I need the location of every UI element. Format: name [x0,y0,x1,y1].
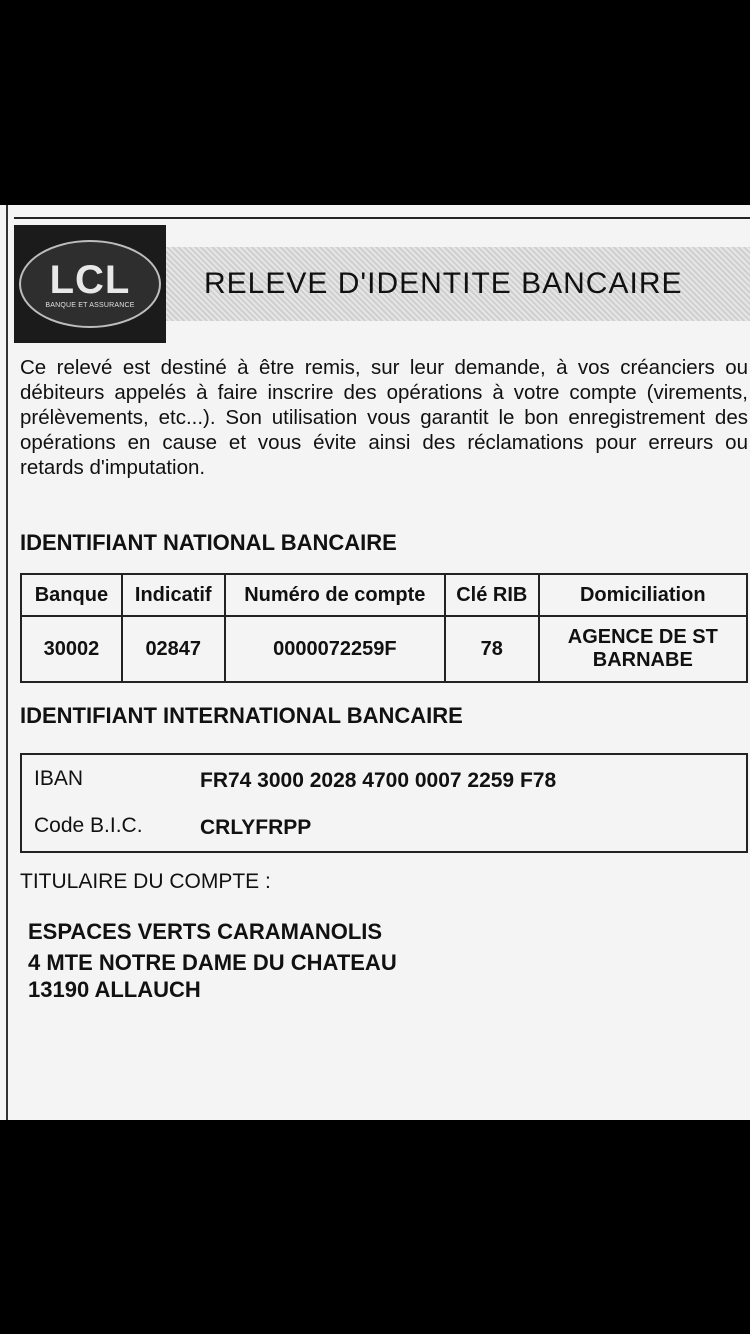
logo-oval [19,240,161,328]
rib-header-row [21,574,747,616]
account-holder-label: TITULAIRE DU COMPTE : [20,870,271,893]
value-indicatif: 02847 [122,616,225,682]
header-cle-rib: Clé RIB [445,574,539,616]
lcl-logo [14,225,166,343]
document-title: RELEVE D'IDENTITE BANCAIRE [204,267,683,300]
rib-value-row [21,616,747,682]
international-box [20,753,748,853]
iban-label: IBAN [34,767,84,790]
header-banque: Banque [21,574,122,616]
bic-value: CRLYFRPP [200,816,312,839]
value-numero-compte: 0000072259F [225,616,445,682]
rib-table [20,573,748,683]
logo-tagline: BANQUE ET ASSURANCE [45,301,135,309]
title-band [166,247,750,321]
holder-address-line1: 4 MTE NOTRE DAME DU CHATEAU [28,950,397,975]
page-edge [6,205,8,1120]
iban-value: FR74 3000 2028 4700 0007 2259 F78 [200,769,557,792]
header-indicatif: Indicatif [122,574,225,616]
bic-label: Code B.I.C. [34,814,143,837]
value-domiciliation: AGENCE DE ST BARNABE [539,616,747,682]
value-cle-rib: 78 [445,616,539,682]
header-domiciliation: Domiciliation [539,574,747,616]
holder-name: ESPACES VERTS CARAMANOLIS [28,919,383,944]
value-banque: 30002 [21,616,122,682]
header-numero-compte: Numéro de compte [225,574,445,616]
holder-address-line2: 13190 ALLAUCH [28,977,201,1002]
document-page [0,205,750,1120]
logo-text: LCL [49,257,131,302]
international-section-title: IDENTIFIANT INTERNATIONAL BANCAIRE [20,703,463,728]
intro-paragraph: Ce relevé est destiné à être remis, sur leur demande, à vos créanciers ou débiteurs appelés à faire inscrire des opérations à votre compte (virements, prélèvements, etc...). Son utilisation vous garantit le bon enregistrement des opérations en cause et vous évite ainsi des réclamations pour erreurs ou retards d'imputation. [20,356,748,479]
top-divider [14,217,750,219]
national-section-title: IDENTIFIANT NATIONAL BANCAIRE [20,530,397,555]
